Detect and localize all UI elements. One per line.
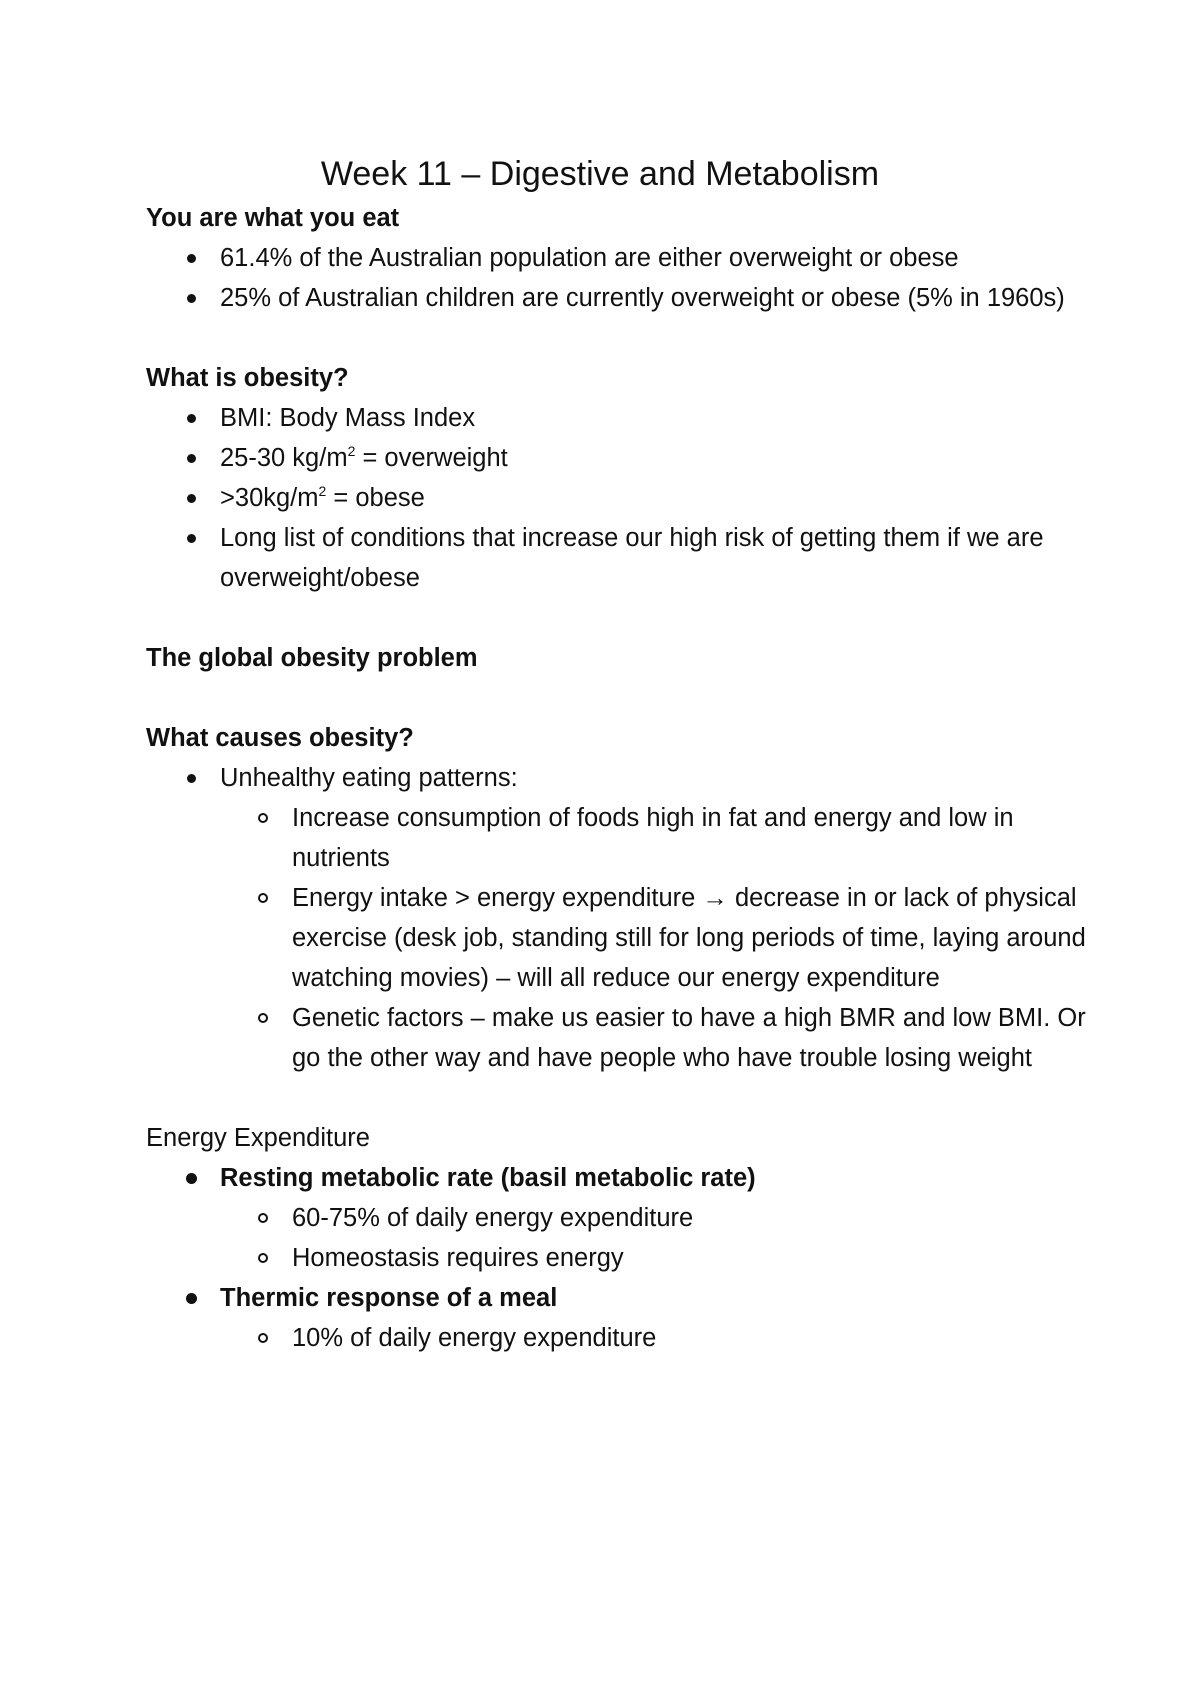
list-what-causes-obesity — [146, 758, 1086, 1078]
document-body — [146, 198, 1086, 1358]
list-item: 25-30 $kg/m^2$ = overweight — [146, 438, 1086, 478]
sublist-item: Increase consumption of foods high in fat and energy and low in nutrients — [220, 798, 1086, 878]
heading-what-causes-obesity: What causes obesity? — [146, 724, 414, 752]
sublist-item: 10% of daily energy expenditure — [220, 1318, 1086, 1358]
list-item: Long list of conditions that increase our high risk of getting them if we are overweight/obese — [146, 518, 1086, 598]
circle-bullet-icon — [258, 893, 268, 903]
bullet-icon — [187, 534, 196, 543]
circle-bullet-icon — [258, 1013, 268, 1023]
bullet-icon — [187, 254, 196, 263]
list-item: Unhealthy eating patterns: Increase consumption of foods high in fat and energy and low in nutrients Energy intake > energy expenditure → decrease in or lack of physical exercise (desk job, standing still for long periods of time, laying around watching movies) – will all reduce our energy expenditure Genetic factors – make us easier to have a high BMR and low BMI. Or go the other way and have people who have trouble losing weight — [146, 758, 1086, 1078]
page-title: Week 11 – Digestive and Metabolism — [320, 155, 880, 193]
bullet-icon — [186, 1293, 197, 1304]
heading-what-is-obesity: What is obesity? — [146, 364, 349, 392]
sublist-causes — [220, 798, 1086, 1078]
heading-global-obesity-problem: The global obesity problem — [146, 644, 478, 672]
bullet-icon — [187, 454, 196, 463]
bullet-icon — [187, 774, 196, 783]
sublist-thermic-response — [220, 1318, 1086, 1358]
bullet-icon — [187, 414, 196, 423]
list-item: Resting metabolic rate (basil metabolic rate) 60-75% of daily energy expenditure Homeostasis requires energy — [146, 1158, 1086, 1278]
sublist-item: Energy intake > energy expenditure → decrease in or lack of physical exercise (desk job, standing still for long periods of time, laying around watching movies) – will all reduce our energy expenditure — [220, 878, 1086, 998]
sublist-item: Genetic factors – make us easier to have a high BMR and low BMI. Or go the other way and have people who have trouble losing weight — [220, 998, 1086, 1078]
circle-bullet-icon — [258, 1253, 268, 1263]
list-energy-expenditure — [146, 1158, 1086, 1358]
sublist-item: 60-75% of daily energy expenditure — [220, 1198, 1086, 1238]
circle-bullet-icon — [258, 1213, 268, 1223]
sublist-resting-metabolic-rate — [220, 1198, 1086, 1278]
circle-bullet-icon — [258, 813, 268, 823]
list-item: 61.4% of the Australian population are either overweight or obese — [146, 238, 1086, 278]
list-item: 25% of Australian children are currently overweight or obese (5% in 1960s) — [146, 278, 1086, 318]
bullet-icon — [187, 494, 196, 503]
heading-you-are-what-you-eat: You are what you eat — [146, 204, 400, 232]
list-item: $>30kg/m^2$ = obese — [146, 478, 1086, 518]
list-item: Thermic response of a meal 10% of daily energy expenditure — [146, 1278, 1086, 1358]
circle-bullet-icon — [258, 1333, 268, 1343]
bullet-icon — [187, 294, 196, 303]
list-you-are-what-you-eat — [146, 238, 1086, 318]
bullet-icon — [186, 1173, 197, 1184]
heading-energy-expenditure: Energy Expenditure — [146, 1124, 370, 1152]
list-what-is-obesity — [146, 398, 1086, 598]
list-item: BMI: Body Mass Index — [146, 398, 1086, 438]
sublist-item: Homeostasis requires energy — [220, 1238, 1086, 1278]
